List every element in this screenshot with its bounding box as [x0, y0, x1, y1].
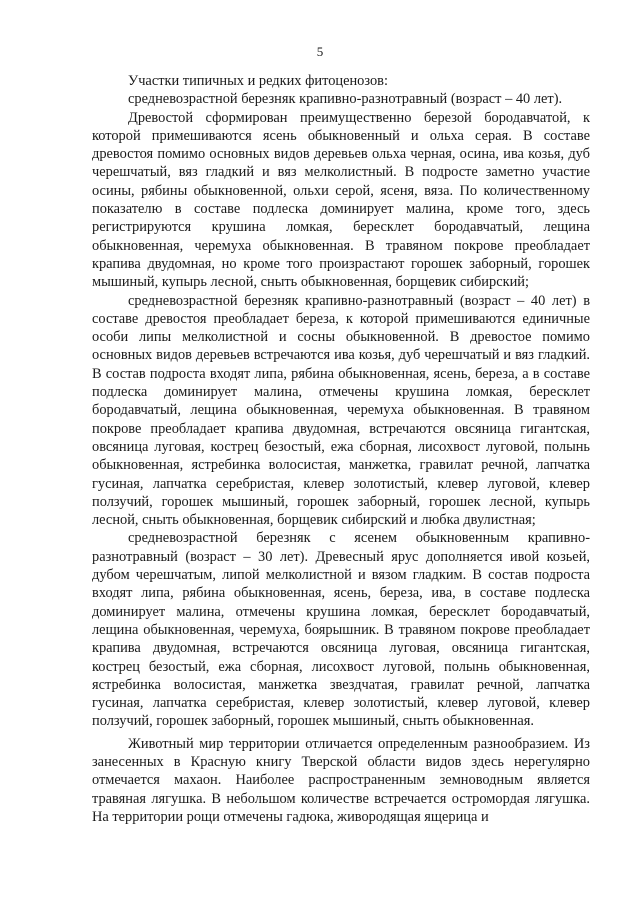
paragraph-phytocenosis-1-title: средневозрастной березняк крапивно-разнотравный (возраст – 40 лет). [128, 91, 563, 108]
paragraph-phytocenosis-3-description: средневозрастной березняк с ясенем обыкновенным крапивно-разнотравный (возраст – 30 лет). Древесный ярус дополняется ивой козьей, дубом черешчатым, липой мелколистной и вязом гладким. В состав подроста входят липа, рябина обыкновенная, ясень, береза, ива, в составе подлеска доминирует малина, отмечены крушина ломкая, бересклет бородавчатый, лещина обыкновенная, черемуха, боярышник. В травяном покрове преобладает крапива двудомная, встречаются овсяница луговая, овсяница гигантская, кострец безостый, ежа сборная, лисохвост луговой, полынь обыкновенная, ястребинка волосистая, манжетка звездчатая, гравилат речной, лапчатка гусиная, лапчатка серебристая, клевер золотистый, клевер луговой, клевер ползучий, горошек заборный, горошек мышиный, сныть обыкновенная. [92, 530, 590, 730]
paragraph-section-heading: Участки типичных и редких фитоценозов: [128, 73, 388, 89]
paragraph-phytocenosis-1-description: Древостой сформирован преимущественно березой бородавчатой, к которой примешиваются ясень обыкновенный и ольха серая. В составе древостоя помимо основных видов деревьев ольха черная, осина, ива козья, дуб черешчатый, вяз гладкий и вяз мелколистный. В подросте заметно участие осины, рябины обыкновенной, ольхи серой, ясеня, вяза. По количественному показателю в составе подлеска доминирует малина, кроме того, здесь регистрируются крушина ломкая, бересклет бородавчатый, лещина обыкновенная, черемуха обыкновенная. В травяном покрове преобладает крапива двудомная, но кроме того произрастают горошек заборный, горошек мышиный, купырь лесной, сныть обыкновенная, борщевик сибирский; [92, 109, 590, 291]
body-text [92, 72, 590, 826]
page-number: 5 [316, 44, 324, 59]
paragraph-fauna: Животный мир территории отличается определенным разнообразием. Из занесенных в Красную книгу Тверской области видов здесь нерегулярно отмечается махаон. Наиболее распространенным земноводным является травяная лягушка. В небольшом количестве встречается остромордая лягушка. На территории рощи отмечены гадюка, живородящая ящерица и [92, 735, 590, 825]
paragraph-phytocenosis-2-description: средневозрастной березняк крапивно-разнотравный (возраст – 40 лет) в составе древостоя преобладает береза, к которой примешиваются единичные особи липы мелколистной и сосны обыкновенной. В древостое помимо основных видов деревьев встречаются ива козья, дуб черешчатый и вяз гладкий. В состав подроста входят липа, рябина обыкновенная, ясень, береза, а в составе подлеска доминирует малина, отмечены крушина ломкая, бересклет бородавчатый, лещина обыкновенная, черемуха обыкновенная. В травяном покрове преобладает крапива двудомная, встречаются овсяница гигантская, овсяница луговая, кострец безостый, ежа сборная, лисохвост луговой, полынь обыкновенная, ястребинка волосистая, манжетка, гравилат речной, лапчатка гусиная, лапчатка серебристая, клевер золотистый, клевер луговой, клевер ползучий, горошек мышиный, горошек заборный, горошек лесной, купырь лесной, сныть обыкновенная, борщевик сибирский и любка двулистная; [92, 292, 590, 529]
